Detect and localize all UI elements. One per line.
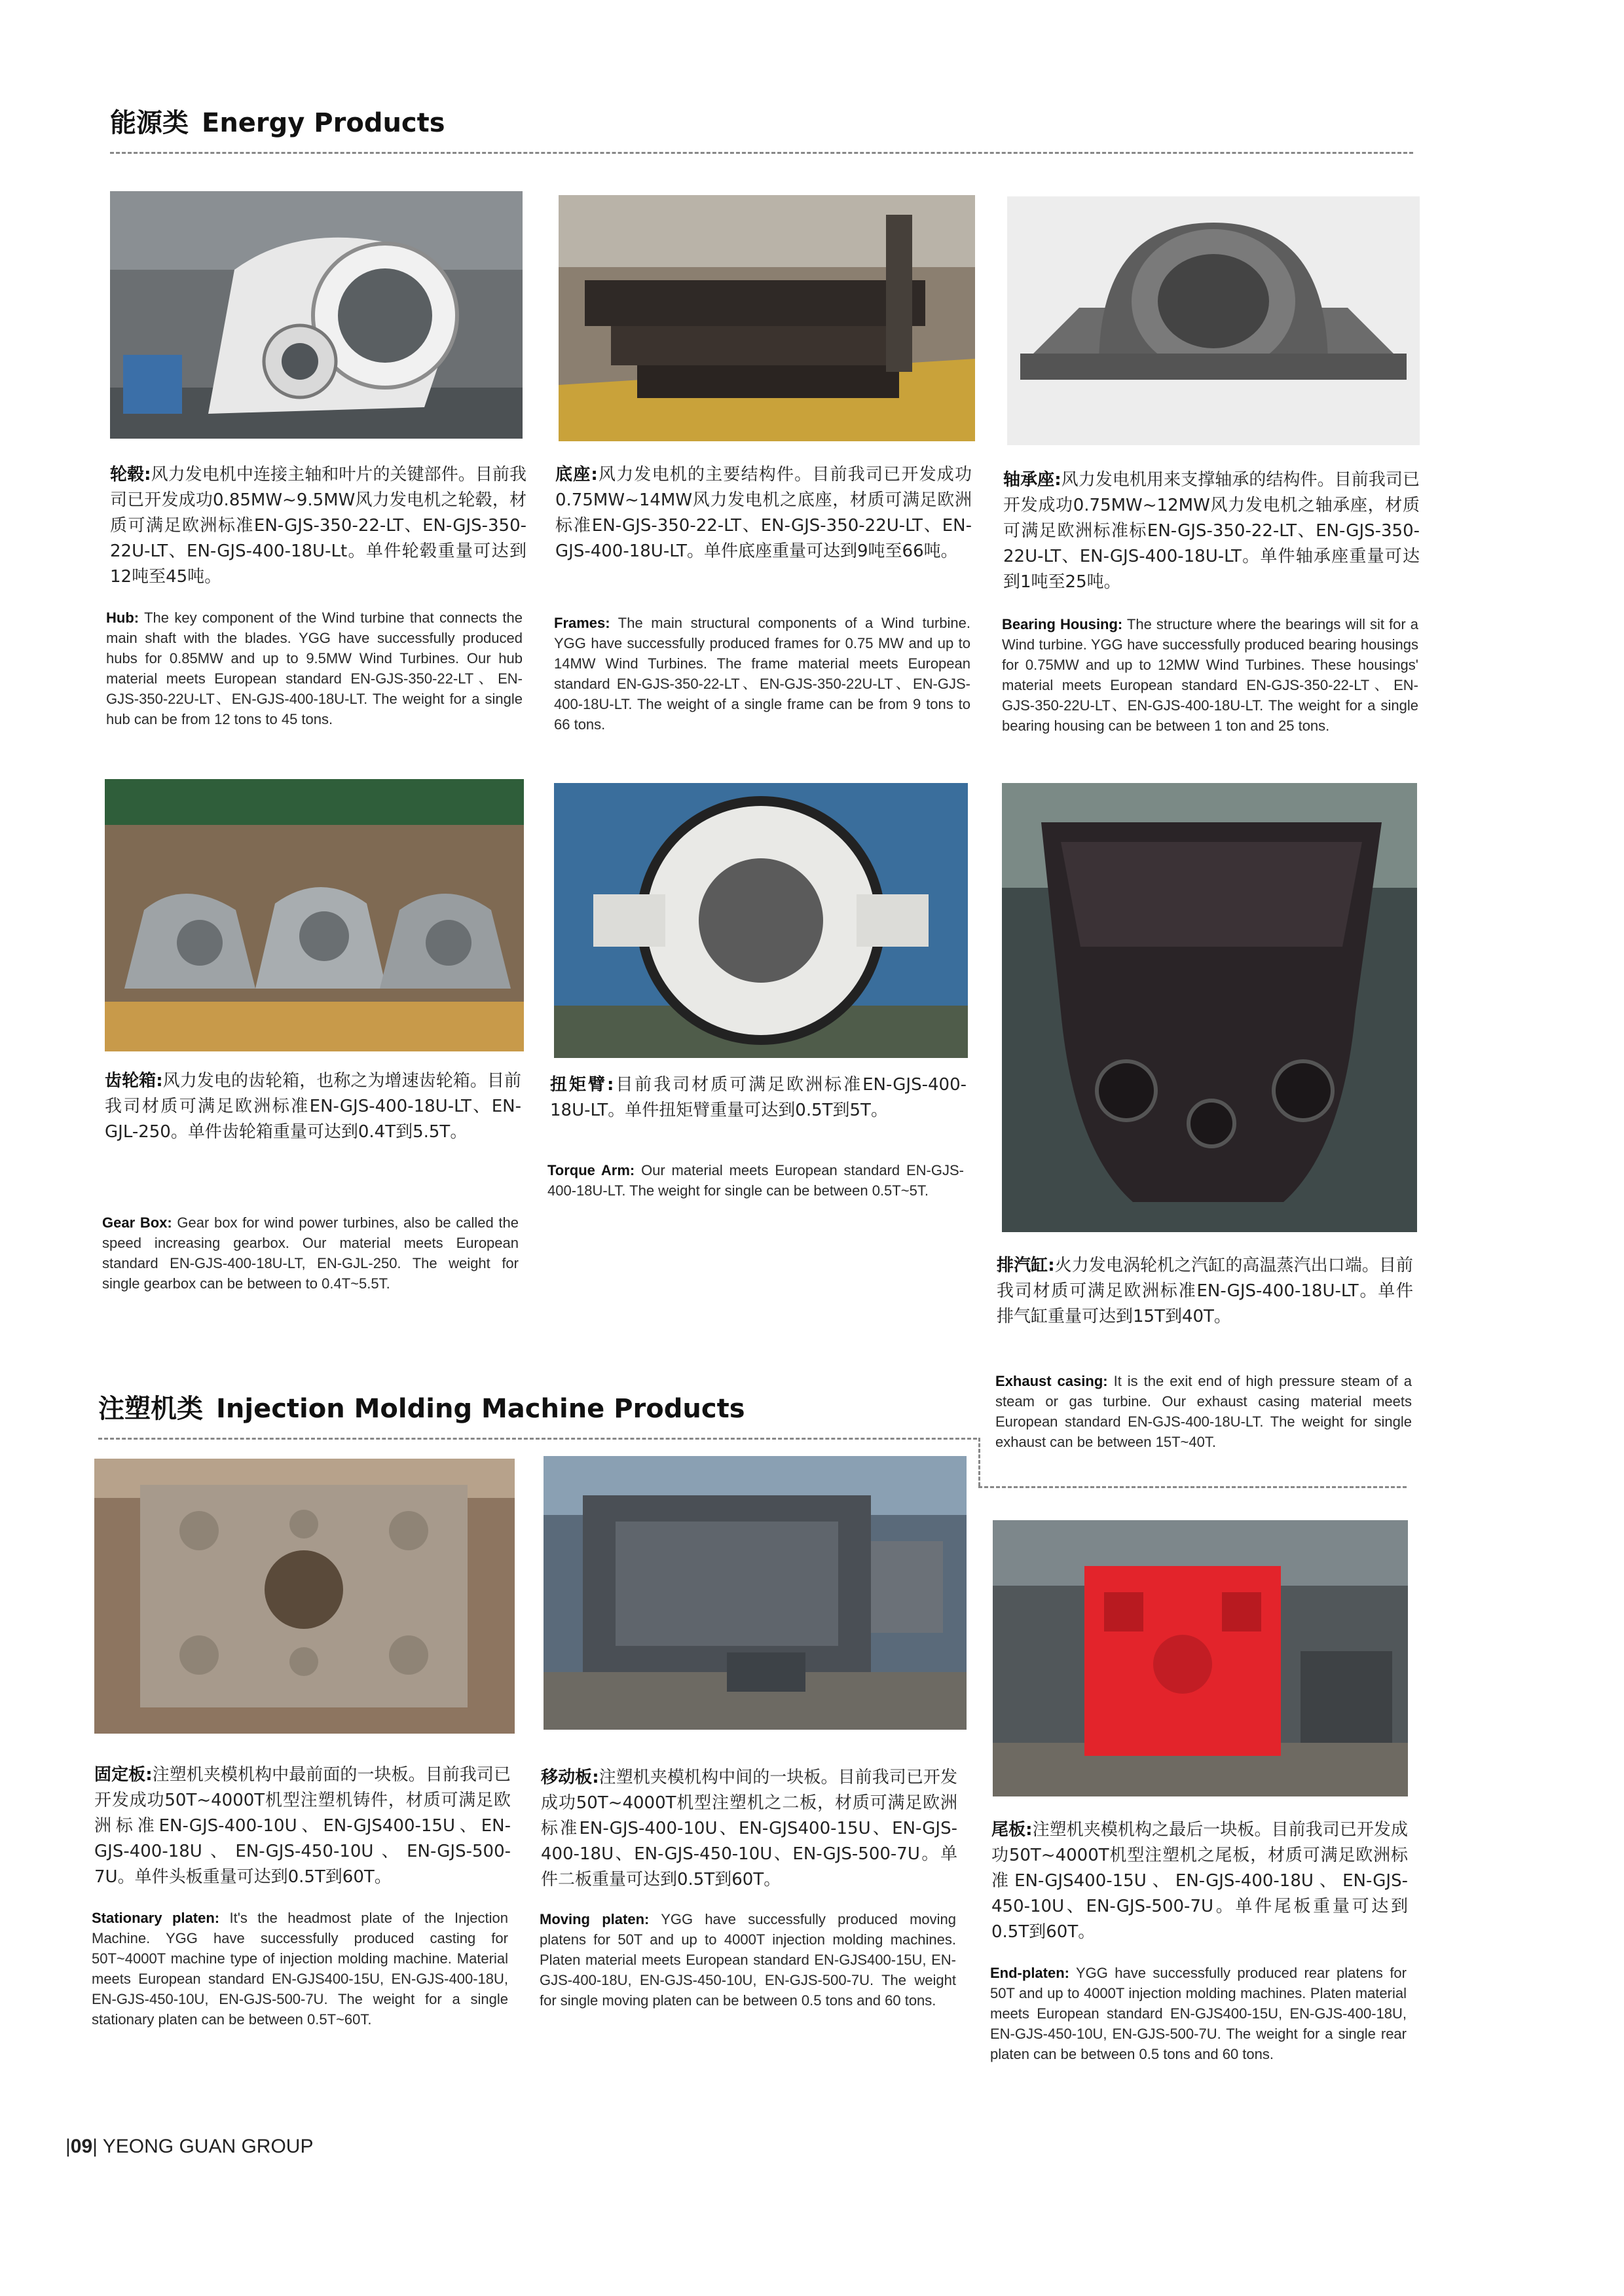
exhaust-casing-photo: [1002, 783, 1417, 1232]
injection-divider-vertical: [978, 1438, 980, 1486]
moving-en-text: Moving platen: YGG have successfully produced moving platens for 50T and up to 4000T injection molding machines. Platen material meets European standard EN-GJS400-15U, EN-GJS-400-18U, EN-GJS-450-10U, EN-GJS-500-7U. The weight for single moving platen can be between 0.5 tons and 60 tons.: [540, 1911, 956, 2009]
energy-section-title: [110, 102, 445, 139]
stationary-zh-label: 固定板:: [94, 1765, 153, 1785]
hub-zh-label: 轮毂:: [110, 465, 151, 484]
energy-title-zh: 能源类: [110, 108, 189, 138]
torque-en-label: Torque Arm:: [547, 1162, 635, 1178]
frames-zh-text: 底座:风力发电机的主要结构件。目前我司已开发成功0.75MW~14MW风力发电机之底座，材质可满足欧洲标准EN-GJS-350-22-LT、EN-GJS-350-22U-LT、EN-GJS-400-18U-LT。单件底座重量可达到9吨至66吨。: [555, 465, 972, 561]
torque-arm-photo: [554, 783, 968, 1058]
end-zh-label: 尾板:: [991, 1820, 1033, 1840]
gearbox-zh-label: 齿轮箱:: [105, 1071, 163, 1091]
hub-photo: [110, 191, 523, 439]
torque-zh-label: 扭矩臂:: [550, 1075, 614, 1095]
page-footer: |09| YEONG GUAN GROUP: [65, 2136, 314, 2157]
end-platen-photo: [993, 1520, 1408, 1796]
hub-en-text: Hub: The key component of the Wind turbine that connects the main shaft with the blades. YGG have successfully produced hubs for 0.85MW and up to 9.5MW Wind Turbines. Our hub material meets European standard EN-GJS-350-22-LT、EN-GJS-350-22U-LT、EN-GJS-400-18U-LT. The weight for a single hub can be from 12 tons to 45 tons.: [106, 610, 523, 727]
stationary-en-label: Stationary platen:: [92, 1910, 220, 1926]
stationary-zh-text: 固定板:注塑机夹模机构中最前面的一块板。目前我司已开发成功50T~4000T机型注塑机铸件，材质可满足欧洲标准EN-GJS-400-10U、EN-GJS400-15U、EN-GJS-400-18U、EN-GJS-450-10U、EN-GJS-500-7U。单件头板重量可达到0.5T到60T。: [94, 1765, 511, 1887]
torque-zh-text: 扭矩臂:目前我司材质可满足欧洲标准EN-GJS-400-18U-LT。单件扭矩臂重量可达到0.5T到5T。: [550, 1075, 967, 1120]
stationary-en-text: Stationary platen: It's the headmost plate of the Injection Machine. YGG have successfully produced casting for 50T~4000T machine type of injection molding machine. Material meets European standard EN-GJS400-15U, EN-GJS-400-18U, EN-GJS-450-10U, EN-GJS-500-7U. The weight for a single stationary platen can be between 0.5T~60T.: [92, 1910, 508, 2028]
frames-photo: [559, 195, 975, 441]
injection-title-en: Injection Molding Machine Products: [216, 1394, 745, 1424]
energy-title-en: Energy Products: [202, 108, 445, 138]
moving-zh-label: 移动板:: [541, 1768, 599, 1787]
gearbox-zh-text: 齿轮箱:风力发电的齿轮箱，也称之为增速齿轮箱。目前我司材质可满足欧洲标准EN-GJS-400-18U-LT、EN-GJL-250。单件齿轮箱重量可达到0.4T到5.5T。: [105, 1071, 521, 1142]
injection-title-zh: 注塑机类: [98, 1394, 203, 1424]
exhaust-en-text: Exhaust casing: It is the exit end of high pressure steam of a steam or gas turbine. Our exhaust casing material meets European standard EN-GJS-400-18U-LT. The weight for single exhaust can be between 15T~40T.: [995, 1373, 1412, 1450]
hub-zh-text: 轮毂:风力发电机中连接主轴和叶片的关键部件。目前我司已开发成功0.85MW~9.5MW风力发电机之轮毂，材质可满足欧洲标准EN-GJS-350-22-LT、EN-GJS-350-22U-LT、EN-GJS-400-18U-Lt。单件轮毂重量可达到12吨至45吨。: [110, 465, 526, 587]
injection-section-title: [98, 1388, 745, 1425]
end-zh-text: 尾板:注塑机夹模机构之最后一块板。目前我司已开发成功50T~4000T机型注塑机之尾板，材质可满足欧洲标准EN-GJS400-15U、EN-GJS-400-18U、EN-GJS-450-10U、EN-GJS-500-7U。单件尾板重量可达到0.5T到60T。: [991, 1820, 1408, 1942]
bearing-zh-text: 轴承座:风力发电机用来支撑轴承的结构件。目前我司已开发成功0.75MW~12MW风力发电机之轴承座，材质可满足欧洲标准标EN-GJS-350-22-LT、EN-GJS-350-22U-LT、EN-GJS-400-18U-LT。单件轴承座重量可达到1吨至25吨。: [1003, 470, 1420, 592]
bearing-zh-label: 轴承座:: [1003, 470, 1061, 490]
gearbox-photo: [105, 779, 524, 1051]
torque-en-text: Torque Arm: Our material meets European standard EN-GJS-400-18U-LT. The weight for single can be between 0.5T~5T.: [547, 1162, 964, 1199]
moving-en-label: Moving platen:: [540, 1911, 650, 1927]
end-en-label: End-platen:: [990, 1965, 1069, 1981]
stationary-platen-photo: [94, 1459, 515, 1734]
bearing-housing-photo: [1007, 196, 1420, 445]
moving-zh-text: 移动板:注塑机夹模机构中间的一块板。目前我司已开发成功50T~4000T机型注塑机之二板，材质可满足欧洲标准EN-GJS-400-10U、EN-GJS400-15U、EN-GJS-400-18U、EN-GJS-450-10U、EN-GJS-500-7U。单件二板重量可达到0.5T到60T。: [541, 1768, 957, 1889]
page-number: 09: [70, 2136, 93, 2157]
end-en-text: End-platen: YGG have successfully produced rear platens for 50T and up to 4000T injection molding machines. Platen material meets European standard EN-GJS400-15U, EN-GJS-400-18U, EN-GJS-450-10U, EN-GJS-500-7U. The weight for a single rear platen can be between 0.5 tons and 60 tons.: [990, 1965, 1407, 2062]
exhaust-en-label: Exhaust casing:: [995, 1373, 1108, 1389]
exhaust-zh-text: 排汽缸:火力发电涡轮机之汽缸的高温蒸汽出口端。目前我司材质可满足欧洲标准EN-GJS-400-18U-LT。单件排气缸重量可达到15T到40T。: [997, 1256, 1413, 1326]
energy-title-divider: [110, 152, 1413, 154]
frames-en-label: Frames:: [554, 615, 610, 631]
bearing-en-text: Bearing Housing: The structure where the bearings will sit for a Wind turbine. YGG have successfully produced bearing housings for 0.75MW and up to 12MW Wind Turbines. These housings' material meets European standard EN-GJS-350-22-LT、EN-GJS-350-22U-LT、EN-GJS-400-18U-LT. The weight for a single bearing housing can be between 1 ton and 25 tons.: [1002, 616, 1419, 734]
hub-en-label: Hub:: [106, 610, 139, 626]
frames-en-text: Frames: The main structural components of a Wind turbine. YGG have successfully produced frames for 0.75 MW and up to 14MW Wind Turbines. The frame material meets European standard EN-GJS-350-22-LT、EN-GJS-350-22U-LT、EN-GJS-400-18U-LT. The weight of a single frame can be from 9 tons to 66 tons.: [554, 615, 970, 733]
injection-title-divider: [98, 1438, 977, 1440]
frames-zh-label: 底座:: [555, 465, 598, 484]
gearbox-en-label: Gear Box:: [102, 1214, 172, 1231]
moving-platen-photo: [544, 1456, 967, 1730]
injection-divider-right: [978, 1486, 1407, 1488]
company-name: YEONG GUAN GROUP: [102, 2136, 314, 2157]
exhaust-zh-label: 排汽缸:: [997, 1256, 1055, 1275]
bearing-en-label: Bearing Housing:: [1002, 616, 1123, 632]
gearbox-en-text: Gear Box: Gear box for wind power turbines, also be called the speed increasing gearbox. Our material meets European standard EN-GJS-400-18U-LT, EN-GJL-250. The weight for single gearbox can be between to 0.4T~5.5T.: [102, 1214, 519, 1292]
